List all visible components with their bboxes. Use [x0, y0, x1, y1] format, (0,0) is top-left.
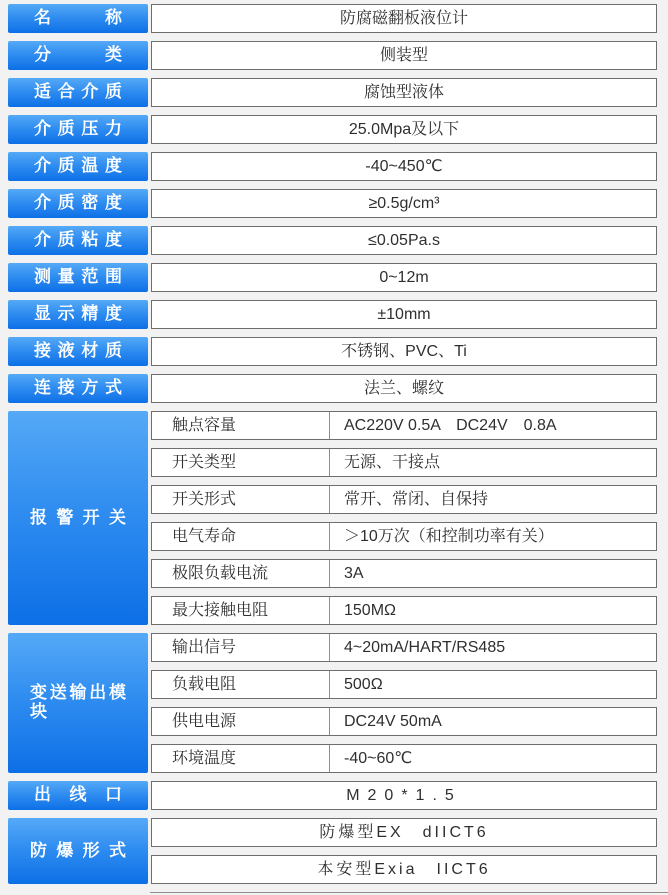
row-label-text: 显示精度	[34, 304, 122, 324]
row-label-text: 介质粘度	[34, 230, 122, 250]
row-value: 法兰、螺纹	[151, 374, 657, 403]
explosion-proof-section	[8, 818, 668, 884]
explosion-proof-value: 防爆型EX dIICT6	[151, 818, 657, 847]
spec-row-medium-density	[8, 189, 668, 218]
subrow-value: -40~60℃	[344, 750, 413, 767]
row-label-text: 连接方式	[34, 378, 122, 398]
explosion-proof-rows	[148, 818, 657, 884]
spec-subrow	[151, 744, 657, 773]
row-label	[8, 337, 148, 366]
spec-row-display-accuracy	[8, 300, 668, 329]
row-label-text: 测量范围	[34, 267, 122, 287]
subrow-label: 最大接触电阻	[152, 597, 330, 624]
subrow-value: 常开、常闭、自保持	[344, 491, 489, 508]
row-label-text: 出线口	[34, 785, 122, 805]
spec-subrow	[151, 559, 657, 588]
section-label-text: 报警开关	[30, 507, 126, 527]
row-label-text: 介质密度	[34, 193, 122, 213]
alarm-switch-rows	[148, 411, 657, 625]
subrow-label: 极限负载电流	[152, 560, 330, 587]
row-value: 侧装型	[151, 41, 657, 70]
row-value: 腐蚀型液体	[151, 78, 657, 107]
row-label	[8, 226, 148, 255]
spec-row-name	[8, 4, 668, 33]
row-value: ≤0.05Pa.s	[151, 226, 657, 255]
row-label	[8, 115, 148, 144]
row-label	[8, 263, 148, 292]
row-label-text: 接液材质	[34, 341, 122, 361]
subrow-value: 4~20mA/HART/RS485	[344, 639, 506, 656]
section-label-text: 变送输出模块	[30, 683, 126, 721]
subrow-label: 输出信号	[152, 634, 330, 661]
row-label	[8, 781, 148, 810]
spec-subrow	[151, 411, 657, 440]
row-value: ≥0.5g/cm³	[151, 189, 657, 218]
spec-row-medium-viscosity	[8, 226, 668, 255]
spec-subrow	[151, 448, 657, 477]
explosion-proof-value: 本安型Exia IICT6	[151, 855, 657, 884]
row-label	[8, 4, 148, 33]
spec-subrow	[151, 485, 657, 514]
subrow-value: AC220V 0.5A DC24V 0.8A	[344, 417, 557, 434]
row-label-text: 分类	[34, 45, 122, 65]
spec-subrow	[151, 633, 657, 662]
section-label	[8, 633, 148, 773]
subrow-label: 负载电阻	[152, 671, 330, 698]
row-value: 不锈钢、PVC、Ti	[151, 337, 657, 366]
spec-row-medium-temperature	[8, 152, 668, 181]
row-label-text: 名称	[34, 8, 122, 28]
subrow-value: 500Ω	[344, 676, 383, 693]
row-label	[8, 189, 148, 218]
row-label-text: 适合介质	[34, 82, 122, 102]
subrow-label: 环境温度	[152, 745, 330, 772]
subrow-label: 开关类型	[152, 449, 330, 476]
subrow-value: 3A	[344, 565, 364, 582]
subrow-value: 150MΩ	[344, 602, 396, 619]
row-label	[8, 152, 148, 181]
row-label-text: 介质温度	[34, 156, 122, 176]
spec-subrow	[151, 522, 657, 551]
row-value: ±10mm	[151, 300, 657, 329]
spec-row-category	[8, 41, 668, 70]
transmitter-module-rows	[148, 633, 657, 773]
spec-row-cable-outlet	[8, 781, 668, 810]
row-value: 防腐磁翻板液位计	[151, 4, 657, 33]
row-label-text: 介质压力	[34, 119, 122, 139]
transmitter-module-section	[8, 633, 668, 773]
spec-row-medium-pressure	[8, 115, 668, 144]
row-label	[8, 300, 148, 329]
subrow-value: ＞10万次（和控制功率有关）	[344, 528, 554, 545]
spec-row-wetted-material	[8, 337, 668, 366]
subrow-label: 供电电源	[152, 708, 330, 735]
row-label	[8, 78, 148, 107]
row-label	[8, 41, 148, 70]
subrow-value: DC24V 50mA	[344, 713, 442, 730]
section-label	[8, 818, 148, 884]
spec-subrow	[151, 670, 657, 699]
section-label-text: 防爆形式	[30, 840, 126, 860]
section-label	[8, 411, 148, 625]
subrow-label: 触点容量	[152, 412, 330, 439]
row-value: 25.0Mpa及以下	[151, 115, 657, 144]
row-value: 0~12m	[151, 263, 657, 292]
row-label	[8, 374, 148, 403]
subrow-label: 开关形式	[152, 486, 330, 513]
spec-subrow	[151, 707, 657, 736]
spec-subrow	[151, 596, 657, 625]
subrow-label: 电气寿命	[152, 523, 330, 550]
row-value: M20*1.5	[151, 781, 657, 810]
subrow-value: 无源、干接点	[344, 454, 441, 471]
alarm-switch-section	[8, 411, 668, 625]
spec-row-suitable-medium	[8, 78, 668, 107]
spec-row-connection-type	[8, 374, 668, 403]
row-value: -40~450℃	[151, 152, 657, 181]
spec-row-measuring-range	[8, 263, 668, 292]
